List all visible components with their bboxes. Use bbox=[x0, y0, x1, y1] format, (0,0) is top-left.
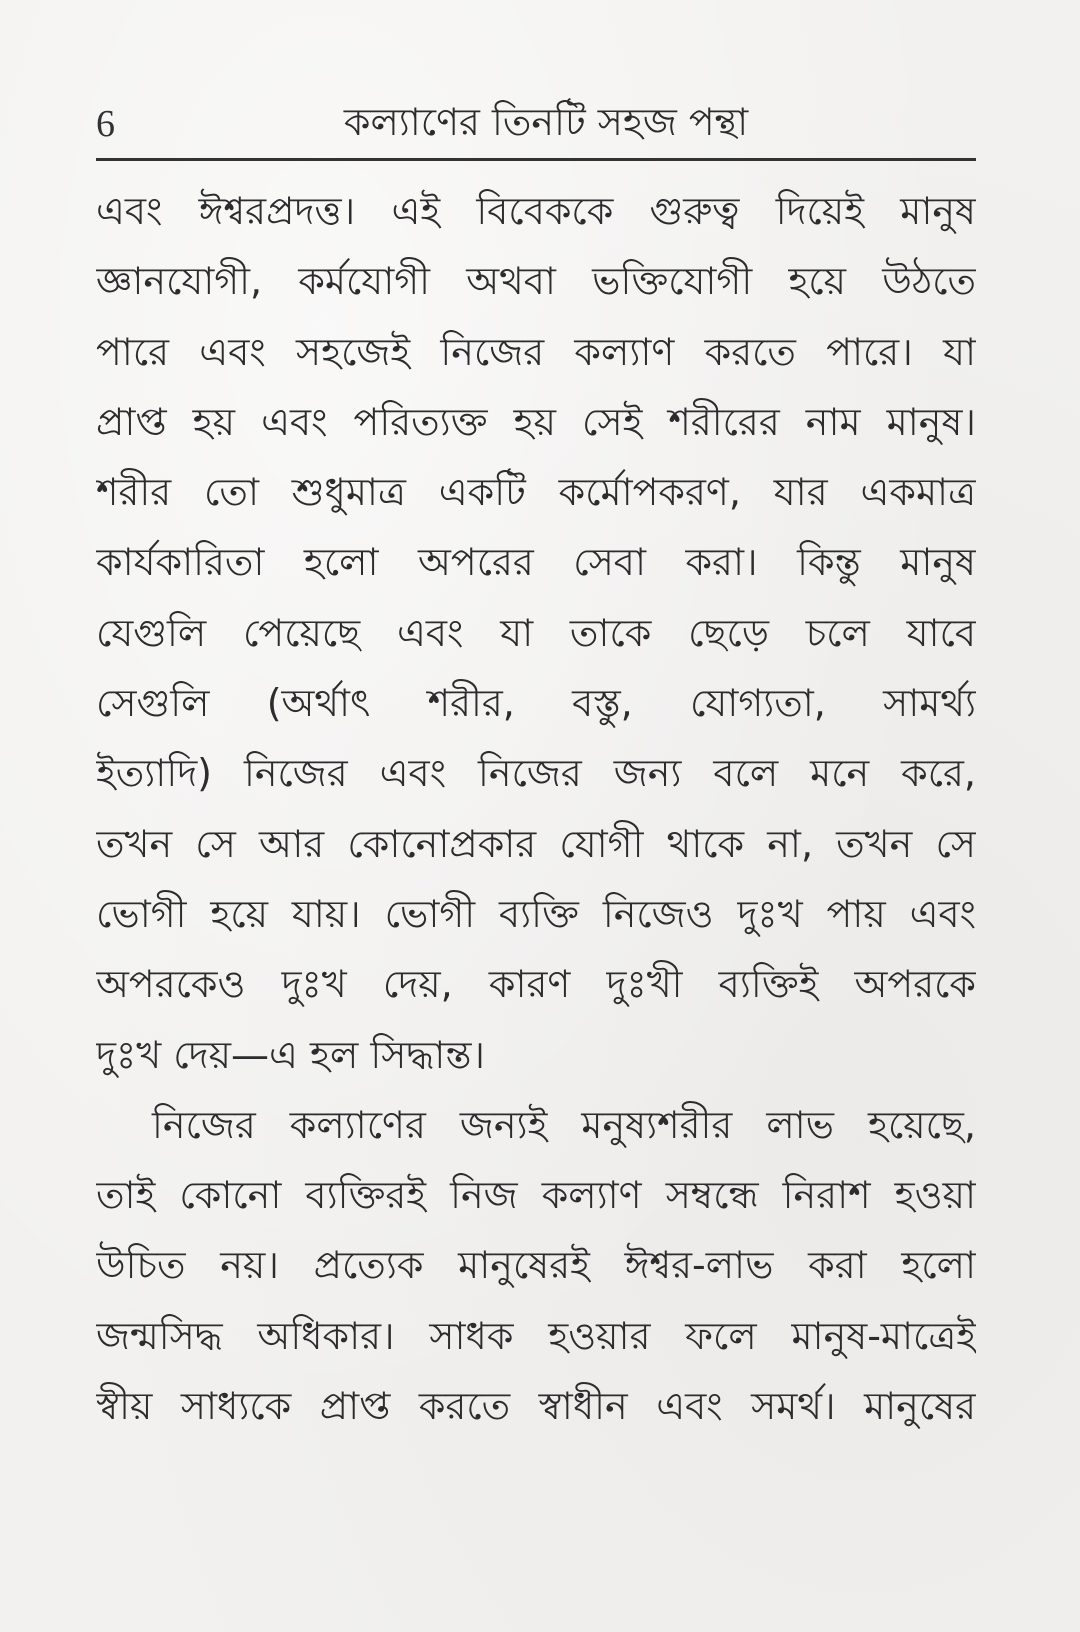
text-line: যেগুলি পেয়েছে এবং যা তাকে ছেড়ে চলে যাবে bbox=[96, 610, 976, 655]
text-line: শরীর তো শুধুমাত্র একটি কর্মোপকরণ, যার একমাত্র bbox=[96, 470, 976, 515]
text-line: জন্মসিদ্ধ অধিকার। সাধক হওয়ার ফলে মানুষ-মাত্রেই bbox=[96, 1313, 976, 1358]
text-line: উচিত নয়। প্রত্যেক মানুষেরই ঈশ্বর-লাভ করা হলো bbox=[96, 1243, 976, 1288]
text-line: সেগুলি (অর্থাৎ শরীর, বস্তু, যোগ্যতা, সামর্থ্য bbox=[96, 681, 976, 726]
page-number: 6 bbox=[96, 103, 115, 145]
text-line: অপরকেও দুঃখ দেয়, কারণ দুঃখী ব্যক্তিই অপরকে bbox=[96, 962, 976, 1007]
header-rule-divider bbox=[96, 158, 976, 161]
text-line: তখন সে আর কোনোপ্রকার যোগী থাকে না, তখন সে bbox=[96, 821, 976, 866]
text-line: কার্যকারিতা হলো অপরের সেবা করা। কিন্তু মানুষ bbox=[96, 540, 976, 585]
running-title: কল্যাণের তিনটি সহজ পন্থা bbox=[343, 100, 749, 144]
body-text bbox=[96, 176, 976, 1441]
paragraph-end-line: দুঃখ দেয়—এ হল সিদ্ধান্ত। bbox=[96, 1032, 486, 1077]
text-line: এবং ঈশ্বরপ্রদত্ত। এই বিবেককে গুরুত্ব দিয়েই মানুষ bbox=[96, 189, 976, 233]
text-line: জ্ঞানযোগী, কর্মযোগী অথবা ভক্তিযোগী হয়ে উঠতে bbox=[96, 259, 976, 304]
text-line: স্বীয় সাধ্যকে প্রাপ্ত করতে স্বাধীন এবং সমর্থ। মানুষের bbox=[96, 1384, 976, 1429]
text-line: ইত্যাদি) নিজের এবং নিজের জন্য বলে মনে করে, bbox=[96, 751, 976, 796]
text-line: পারে এবং সহজেই নিজের কল্যাণ করতে পারে। যা bbox=[96, 329, 976, 374]
text-line: প্রাপ্ত হয় এবং পরিত্যক্ত হয় সেই শরীরের নাম মানুষ। bbox=[96, 399, 976, 444]
paragraph-start-line: নিজের কল্যাণের জন্যই মনুষ্যশরীর লাভ হয়েছে, bbox=[152, 1102, 976, 1147]
text-line: ভোগী হয়ে যায়। ভোগী ব্যক্তি নিজেও দুঃখ পায় এবং bbox=[96, 891, 976, 936]
running-head bbox=[96, 92, 976, 154]
text-line: তাই কোনো ব্যক্তিরই নিজ কল্যাণ সম্বন্ধে নিরাশ হওয়া bbox=[96, 1173, 976, 1218]
